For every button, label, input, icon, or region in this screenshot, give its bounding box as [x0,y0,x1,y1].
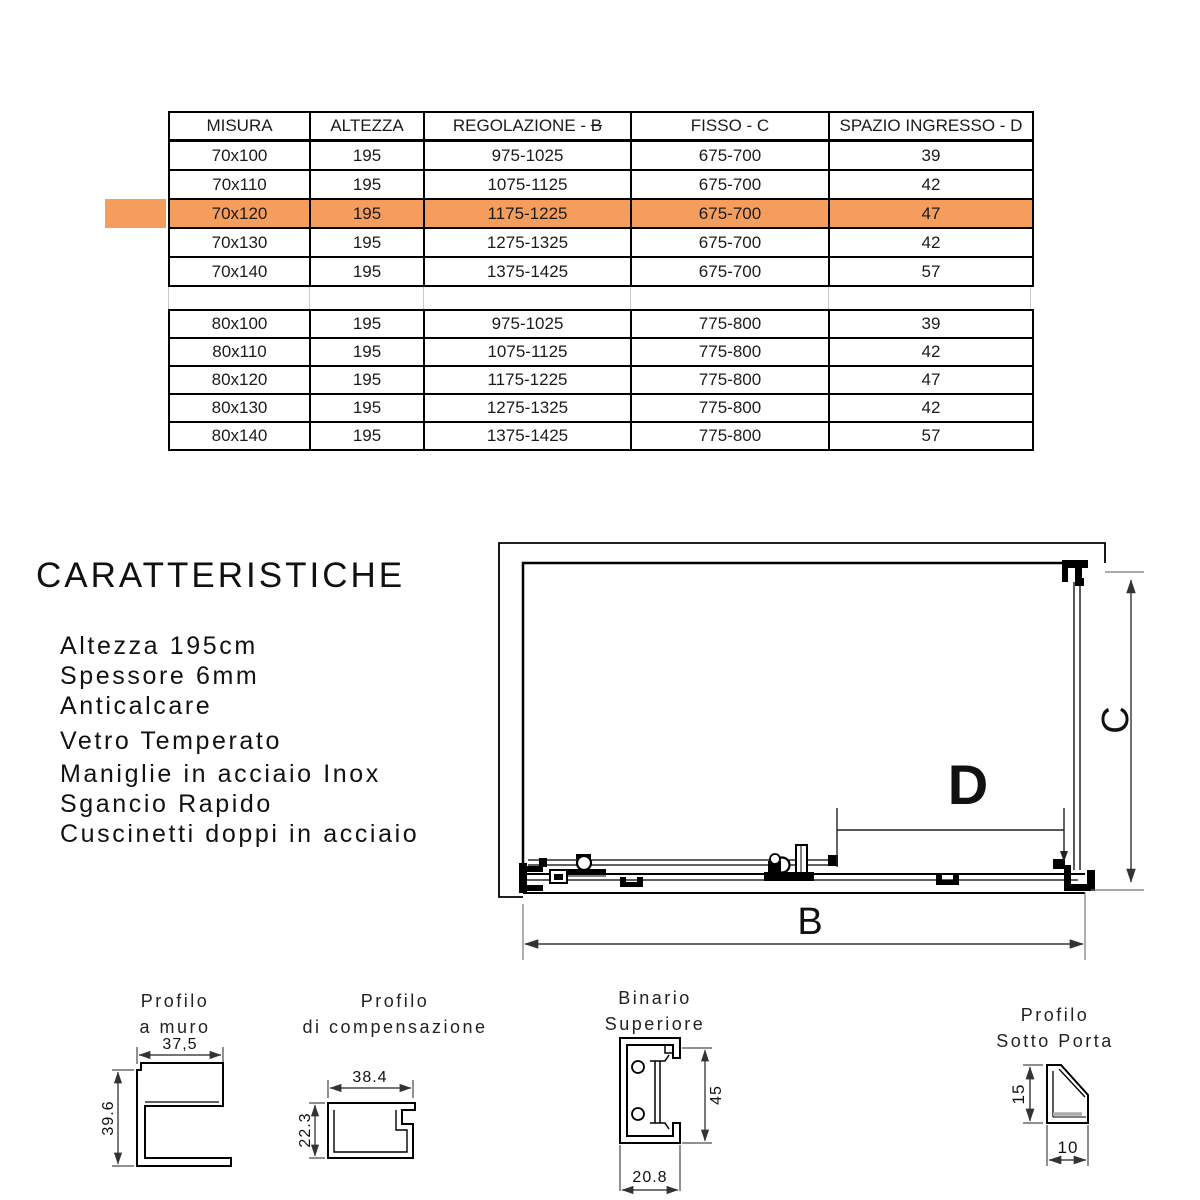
table-cell: 42 [829,228,1033,257]
rail-clamp [936,875,959,885]
size-table-group-2 [168,309,1034,451]
table-cell: 42 [829,394,1033,422]
under-door-profile-diagram [955,1050,1155,1200]
table-cell: 1375-1425 [424,257,631,286]
table-cell: 775-800 [631,394,829,422]
table-cell: 775-800 [631,422,829,450]
table-cell: 57 [829,422,1033,450]
table-cell: 195 [310,310,424,338]
table-cell: 47 [829,199,1033,228]
table-cell: 80x120 [169,366,310,394]
features-title: CARATTERISTICHE [36,556,406,595]
table-cell: 42 [829,338,1033,366]
feature-item: Maniglie in acciaio Inox [60,760,381,788]
compensation-profile-diagram [295,1038,510,1178]
table-cell: 975-1025 [424,310,631,338]
top-rail-height-label: 45 [708,1085,725,1105]
column-header: FISSO - C [631,112,829,141]
table-row [169,141,1033,171]
table-cell: 195 [310,257,424,286]
feature-item: Cuscinetti doppi in acciaio [60,820,420,848]
table-cell: 70x100 [169,141,310,171]
dimension-label-c: C [1095,706,1137,734]
under-door-title-2: Sotto Porta [996,1031,1114,1051]
table-row [169,338,1033,366]
table-cell: 70x120 [169,199,310,228]
table-cell: 195 [310,422,424,450]
highlighted-size-marker [105,199,166,228]
table-cell: 80x130 [169,394,310,422]
table-cell: 1075-1125 [424,170,631,199]
feature-item: Vetro Temperato [60,727,282,755]
under-door-title-1: Profilo [1020,1005,1090,1025]
glass-panel-lines [1074,582,1080,870]
table-header-row [169,112,1033,141]
wall-profile-width-label: 37,5 [162,1036,198,1053]
feature-item: Sgancio Rapido [60,790,273,818]
table-cell: 195 [310,394,424,422]
table-cell: 57 [829,257,1033,286]
outer-panel-outline [499,543,1105,897]
table-cell: 80x100 [169,310,310,338]
center-roller-carriage [764,845,814,881]
enclosure-top-view-diagram [480,530,1170,995]
compensation-profile-title-2: di compensazione [302,1017,488,1037]
table-row [169,199,1033,228]
table-row [169,394,1033,422]
feature-item: Spessore 6mm [60,662,260,690]
top-bracket [1062,560,1088,586]
feature-item: Altezza 195cm [60,632,258,660]
bottom-rail-assembly [519,845,1095,893]
table-gap [168,287,1032,309]
wall-profile-title-2: a muro [139,1017,211,1037]
table-cell: 70x110 [169,170,310,199]
inner-panel-outline [523,563,1085,876]
table-row [169,310,1033,338]
table-cell: 42 [829,170,1033,199]
table-cell: 195 [310,366,424,394]
column-header: MISURA [169,112,310,141]
wall-profile-title-1: Profilo [140,991,210,1011]
table-cell: 1275-1325 [424,394,631,422]
table-cell: 775-800 [631,310,829,338]
left-wall-bracket [519,863,543,893]
top-rail-title-1: Binario [618,988,692,1008]
table-cell: 675-700 [631,170,829,199]
left-roller-carriage [550,854,606,883]
table-cell: 39 [829,141,1033,171]
table-cell: 80x140 [169,422,310,450]
wall-profile-shape [137,1063,231,1166]
top-rail-title-2: Superiore [604,1014,706,1034]
table-cell: 1375-1425 [424,422,631,450]
table-cell: 70x130 [169,228,310,257]
table-row [169,228,1033,257]
table-cell: 195 [310,141,424,171]
table-cell: 775-800 [631,366,829,394]
table-row [169,422,1033,450]
dimension-label-d: D [947,753,989,816]
table-cell: 195 [310,199,424,228]
table-row [169,257,1033,286]
rail-clamp [620,877,643,887]
table-cell: 675-700 [631,141,829,171]
compensation-profile-title-1: Profilo [360,991,430,1011]
table-cell: 39 [829,310,1033,338]
compensation-profile-width-label: 38.4 [352,1069,388,1086]
column-header: SPAZIO INGRESSO - D [829,112,1033,141]
table-cell: 675-700 [631,228,829,257]
wall-profile-height-label: 39.6 [100,1100,117,1136]
size-table [168,111,1032,451]
size-table-group-1 [168,111,1034,287]
table-cell: 1075-1125 [424,338,631,366]
table-cell: 195 [310,170,424,199]
column-header: ALTEZZA [310,112,424,141]
table-cell: 775-800 [631,338,829,366]
features-list [60,631,419,849]
dimension-label-b: B [797,901,823,943]
table-cell: 675-700 [631,257,829,286]
table-cell: 1175-1225 [424,199,631,228]
table-cell: 1175-1225 [424,366,631,394]
table-cell: 675-700 [631,199,829,228]
table-cell: 70x140 [169,257,310,286]
table-cell: 47 [829,366,1033,394]
table-row [169,170,1033,199]
column-header: REGOLAZIONE - B [424,112,631,141]
table-row [169,366,1033,394]
table-cell: 195 [310,338,424,366]
table-cell: 195 [310,228,424,257]
under-door-height-label: 15 [1009,1083,1028,1105]
table-cell: 975-1025 [424,141,631,171]
feature-item: Anticalcare [60,692,213,720]
top-rail-profile-diagram [565,1033,765,1200]
top-rail-width-label: 20.8 [632,1169,668,1186]
dimension-d [837,808,1068,867]
under-door-width-label: 10 [1057,1138,1079,1157]
table-cell: 1275-1325 [424,228,631,257]
table-cell: 80x110 [169,338,310,366]
compensation-profile-height-label: 22.3 [297,1112,314,1148]
